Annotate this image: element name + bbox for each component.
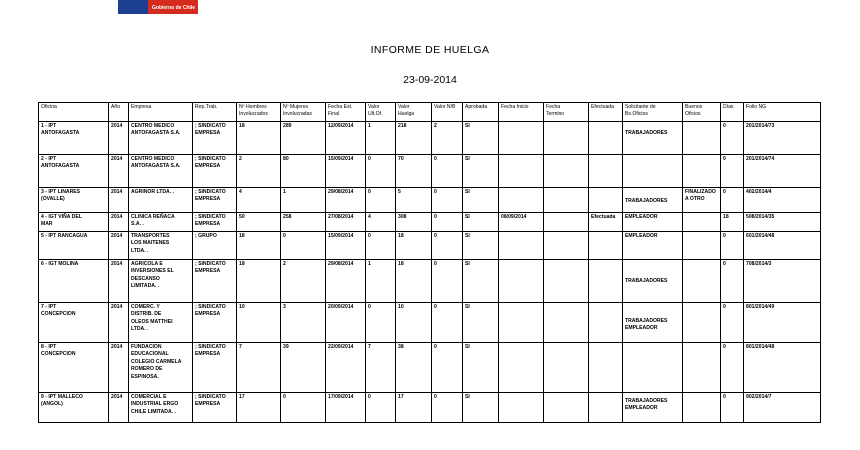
column-header: Valor N/B: [432, 103, 463, 122]
cell-fecha-est-final: 22/09/2014: [326, 343, 366, 393]
cell-valor-huelga: 5: [396, 188, 432, 213]
cell-hombres: 10: [237, 303, 281, 343]
cell-empresa: CLINICA REÑACA S.A. .: [129, 213, 193, 232]
cell-aprobada: SI: [463, 393, 499, 423]
cell-valor-ult-of: 1: [366, 260, 396, 303]
cell-oficina: 2 - IPT ANTOFAGASTA: [39, 155, 109, 188]
cell-oficina: 9 - IPT MALLECO (ANGOL): [39, 393, 109, 423]
solicitante-value: TRABAJADORES EMPLEADOR: [625, 318, 668, 332]
table-row: [39, 303, 821, 343]
cell-fecha-termino: [544, 393, 589, 423]
cell-valor-nb: 0: [432, 303, 463, 343]
cell-valor-ult-of: 0: [366, 155, 396, 188]
solicitante-value: TRABAJADORES: [625, 130, 668, 136]
column-header: Oficina: [39, 103, 109, 122]
cell-fecha-inicio: 08/09/2014: [499, 213, 544, 232]
cell-valor-nb: 0: [432, 232, 463, 260]
column-header: Valor Ult.Of.: [366, 103, 396, 122]
cell-fecha-termino: [544, 188, 589, 213]
cell-mujeres: 0: [281, 393, 326, 423]
cell-hombres: 18: [237, 232, 281, 260]
cell-anio: 2014: [109, 393, 129, 423]
cell-rep-trab: ; SINDICATO EMPRESA: [193, 213, 237, 232]
cell-oficina: 5 - IPT RANCAGUA: [39, 232, 109, 260]
cell-folio-ng: 708/2014/3: [744, 260, 821, 303]
cell-valor-ult-of: 1: [366, 122, 396, 155]
cell-aprobada: SI: [463, 122, 499, 155]
cell-hombres: 18: [237, 122, 281, 155]
solicitante-value: TRABAJADORES: [625, 278, 668, 284]
cell-fecha-termino: [544, 155, 589, 188]
cell-fecha-inicio: [499, 393, 544, 423]
cell-solicitante: [623, 343, 683, 393]
cell-mujeres: 258: [281, 213, 326, 232]
cell-folio-ng: 801/2014/49: [744, 303, 821, 343]
column-header: Fecha Inicio: [499, 103, 544, 122]
cell-solicitante: [623, 213, 683, 232]
cell-mujeres: 289: [281, 122, 326, 155]
table-row: [39, 188, 821, 213]
table-row: [39, 122, 821, 155]
cell-valor-nb: 0: [432, 213, 463, 232]
table-row: [39, 260, 821, 303]
cell-fecha-inicio: [499, 343, 544, 393]
cell-efectuada: [589, 343, 623, 393]
cell-valor-huelga: 10: [396, 303, 432, 343]
column-header: Días: [721, 103, 744, 122]
cell-folio-ng: 201/2014/74: [744, 155, 821, 188]
cell-fecha-inicio: [499, 303, 544, 343]
cell-dias: 0: [721, 155, 744, 188]
cell-empresa: FUNDACION EDUCACIONAL COLEGIO CARMELA ROMERO DE ESPINOSA.: [129, 343, 193, 393]
cell-valor-nb: 2: [432, 122, 463, 155]
cell-oficina: 1 - IPT ANTOFAGASTA: [39, 122, 109, 155]
cell-mujeres: 3: [281, 303, 326, 343]
column-header: Fecha Est. Final: [326, 103, 366, 122]
cell-dias: 0: [721, 393, 744, 423]
cell-anio: 2014: [109, 155, 129, 188]
logo-text: Gobierno de Chile: [152, 5, 196, 11]
cell-aprobada: SI: [463, 213, 499, 232]
cell-fecha-inicio: [499, 122, 544, 155]
cell-efectuada: [589, 393, 623, 423]
cell-valor-huelga: 17: [396, 393, 432, 423]
cell-hombres: 17: [237, 393, 281, 423]
solicitante-value: EMPLEADOR: [625, 233, 658, 239]
solicitante-value: EMPLEADOR: [625, 214, 658, 220]
cell-rep-trab: ; GRUPO: [193, 232, 237, 260]
solicitante-value: TRABAJADORES: [625, 198, 668, 204]
cell-folio-ng: 508/2014/35: [744, 213, 821, 232]
cell-aprobada: SI: [463, 343, 499, 393]
cell-buenos-oficios: [683, 213, 721, 232]
cell-fecha-inicio: [499, 232, 544, 260]
cell-mujeres: 2: [281, 260, 326, 303]
column-header: Fecha Termino: [544, 103, 589, 122]
cell-buenos-oficios: [683, 232, 721, 260]
column-header: Nº Hombres Involucrados: [237, 103, 281, 122]
cell-anio: 2014: [109, 232, 129, 260]
cell-mujeres: 80: [281, 155, 326, 188]
column-header: Efectuada: [589, 103, 623, 122]
cell-efectuada: [589, 260, 623, 303]
cell-fecha-est-final: 29/08/2014: [326, 188, 366, 213]
cell-valor-huelga: 18: [396, 232, 432, 260]
column-header: Valor Huelga: [396, 103, 432, 122]
cell-empresa: AGRINOR LTDA. .: [129, 188, 193, 213]
cell-fecha-est-final: 27/08/2014: [326, 213, 366, 232]
solicitante-value: TRABAJADORES EMPLEADOR: [625, 398, 668, 412]
cell-fecha-termino: [544, 122, 589, 155]
column-header: Aprobada: [463, 103, 499, 122]
cell-valor-ult-of: 0: [366, 303, 396, 343]
cell-solicitante: [623, 188, 683, 213]
cell-folio-ng: 601/2014/48: [744, 232, 821, 260]
cell-efectuada: Efectuada: [589, 213, 623, 232]
cell-aprobada: SI: [463, 260, 499, 303]
cell-aprobada: SI: [463, 232, 499, 260]
cell-dias: 0: [721, 122, 744, 155]
cell-valor-ult-of: 0: [366, 232, 396, 260]
logo-blue-block: [118, 0, 148, 14]
cell-fecha-termino: [544, 343, 589, 393]
report-title: INFORME DE HUELGA: [370, 44, 490, 56]
cell-hombres: 18: [237, 260, 281, 303]
cell-solicitante: [623, 155, 683, 188]
cell-empresa: COMERC. Y DISTRIB. DE OLEOS MATTHEI LTDA. .: [129, 303, 193, 343]
cell-efectuada: [589, 232, 623, 260]
header-row: [39, 103, 821, 122]
table-body: [39, 122, 821, 423]
cell-fecha-termino: [544, 232, 589, 260]
cell-fecha-est-final: 17/09/2014: [326, 393, 366, 423]
column-header: Buenos Oficios: [683, 103, 721, 122]
cell-fecha-est-final: 29/08/2014: [326, 260, 366, 303]
cell-buenos-oficios: [683, 393, 721, 423]
cell-mujeres: 0: [281, 232, 326, 260]
cell-solicitante: [623, 260, 683, 303]
cell-valor-nb: 0: [432, 343, 463, 393]
cell-buenos-oficios: [683, 122, 721, 155]
cell-oficina: 3 - IPT LINARES (OVALLE): [39, 188, 109, 213]
cell-oficina: 4 - IGT VIÑA DEL MAR: [39, 213, 109, 232]
cell-solicitante: [623, 122, 683, 155]
cell-buenos-oficios: [683, 343, 721, 393]
cell-dias: 0: [721, 188, 744, 213]
cell-folio-ng: 201/2014/73: [744, 122, 821, 155]
table-row: [39, 343, 821, 393]
cell-valor-nb: 0: [432, 155, 463, 188]
cell-fecha-termino: [544, 303, 589, 343]
cell-anio: 2014: [109, 343, 129, 393]
cell-fecha-inicio: [499, 155, 544, 188]
cell-valor-ult-of: 0: [366, 393, 396, 423]
cell-valor-huelga: 18: [396, 260, 432, 303]
cell-aprobada: SI: [463, 155, 499, 188]
cell-aprobada: SI: [463, 303, 499, 343]
column-header: Año: [109, 103, 129, 122]
cell-efectuada: [589, 303, 623, 343]
cell-solicitante: [623, 393, 683, 423]
cell-folio-ng: 801/2014/48: [744, 343, 821, 393]
table-row: [39, 213, 821, 232]
cell-valor-huelga: 308: [396, 213, 432, 232]
cell-valor-nb: 0: [432, 393, 463, 423]
strike-report-table: [38, 102, 821, 423]
cell-solicitante: [623, 232, 683, 260]
cell-mujeres: 39: [281, 343, 326, 393]
table-row: [39, 393, 821, 423]
cell-valor-nb: 0: [432, 188, 463, 213]
cell-anio: 2014: [109, 188, 129, 213]
cell-hombres: 4: [237, 188, 281, 213]
cell-buenos-oficios: [683, 155, 721, 188]
cell-empresa: COMERCIAL E INDUSTRIAL ERGO CHILE LIMITADA. .: [129, 393, 193, 423]
cell-valor-huelga: 38: [396, 343, 432, 393]
cell-solicitante: [623, 303, 683, 343]
cell-oficina: 7 - IPT CONCEPCION: [39, 303, 109, 343]
column-header: Folio NG: [744, 103, 821, 122]
cell-fecha-inicio: [499, 188, 544, 213]
cell-fecha-est-final: 15/09/2014: [326, 155, 366, 188]
column-header: Nº Mujeres Involucradas: [281, 103, 326, 122]
cell-hombres: 7: [237, 343, 281, 393]
cell-folio-ng: 902/2014/7: [744, 393, 821, 423]
cell-dias: 0: [721, 303, 744, 343]
cell-rep-trab: ; SINDICATO EMPRESA: [193, 155, 237, 188]
cell-valor-ult-of: 7: [366, 343, 396, 393]
cell-fecha-termino: [544, 213, 589, 232]
cell-dias: 18: [721, 213, 744, 232]
government-logo: [118, 0, 198, 14]
cell-rep-trab: ; SINDICATO EMPRESA: [193, 303, 237, 343]
cell-dias: 0: [721, 260, 744, 303]
cell-anio: 2014: [109, 213, 129, 232]
cell-valor-nb: 0: [432, 260, 463, 303]
cell-fecha-est-final: 20/09/2014: [326, 303, 366, 343]
cell-hombres: 50: [237, 213, 281, 232]
cell-anio: 2014: [109, 122, 129, 155]
cell-empresa: CENTRO MEDICO ANTOFAGASTA S.A.: [129, 155, 193, 188]
cell-fecha-est-final: 12/09/2014: [326, 122, 366, 155]
cell-anio: 2014: [109, 260, 129, 303]
cell-mujeres: 1: [281, 188, 326, 213]
cell-rep-trab: ; SINDICATO EMPRESA: [193, 122, 237, 155]
cell-buenos-oficios: FINALIZADO A OTRO: [683, 188, 721, 213]
column-header: Rep.Trab.: [193, 103, 237, 122]
table-row: [39, 232, 821, 260]
cell-rep-trab: ; SINDICATO EMPRESA: [193, 188, 237, 213]
cell-rep-trab: ; SINDICATO EMPRESA: [193, 393, 237, 423]
cell-empresa: CENTRO MEDICO ANTOFAGASTA S.A.: [129, 122, 193, 155]
column-header: Empresa: [129, 103, 193, 122]
cell-fecha-inicio: [499, 260, 544, 303]
cell-efectuada: [589, 155, 623, 188]
table-header: [39, 103, 821, 122]
cell-empresa: TRANSPORTES LOS MAITENES LTDA. .: [129, 232, 193, 260]
cell-dias: 0: [721, 343, 744, 393]
cell-oficina: 6 - IGT MOLINA: [39, 260, 109, 303]
report-date: 23-09-2014: [403, 74, 457, 86]
cell-fecha-termino: [544, 260, 589, 303]
cell-rep-trab: ; SINDICATO EMPRESA: [193, 260, 237, 303]
cell-hombres: 2: [237, 155, 281, 188]
cell-rep-trab: ; SINDICATO EMPRESA: [193, 343, 237, 393]
cell-valor-ult-of: 0: [366, 188, 396, 213]
cell-empresa: AGRICOLA E INVERSIONES EL DESCANSO LIMITADA. .: [129, 260, 193, 303]
cell-aprobada: SI: [463, 188, 499, 213]
cell-buenos-oficios: [683, 260, 721, 303]
cell-valor-ult-of: 4: [366, 213, 396, 232]
cell-folio-ng: 402/2014/4: [744, 188, 821, 213]
table-row: [39, 155, 821, 188]
cell-oficina: 8 - IPT CONCEPCION: [39, 343, 109, 393]
cell-efectuada: [589, 122, 623, 155]
cell-valor-huelga: 70: [396, 155, 432, 188]
cell-fecha-est-final: 15/09/2014: [326, 232, 366, 260]
cell-valor-huelga: 218: [396, 122, 432, 155]
cell-dias: 0: [721, 232, 744, 260]
column-header: Solicitante de Bs.Oficios: [623, 103, 683, 122]
cell-efectuada: [589, 188, 623, 213]
cell-anio: 2014: [109, 303, 129, 343]
cell-buenos-oficios: [683, 303, 721, 343]
